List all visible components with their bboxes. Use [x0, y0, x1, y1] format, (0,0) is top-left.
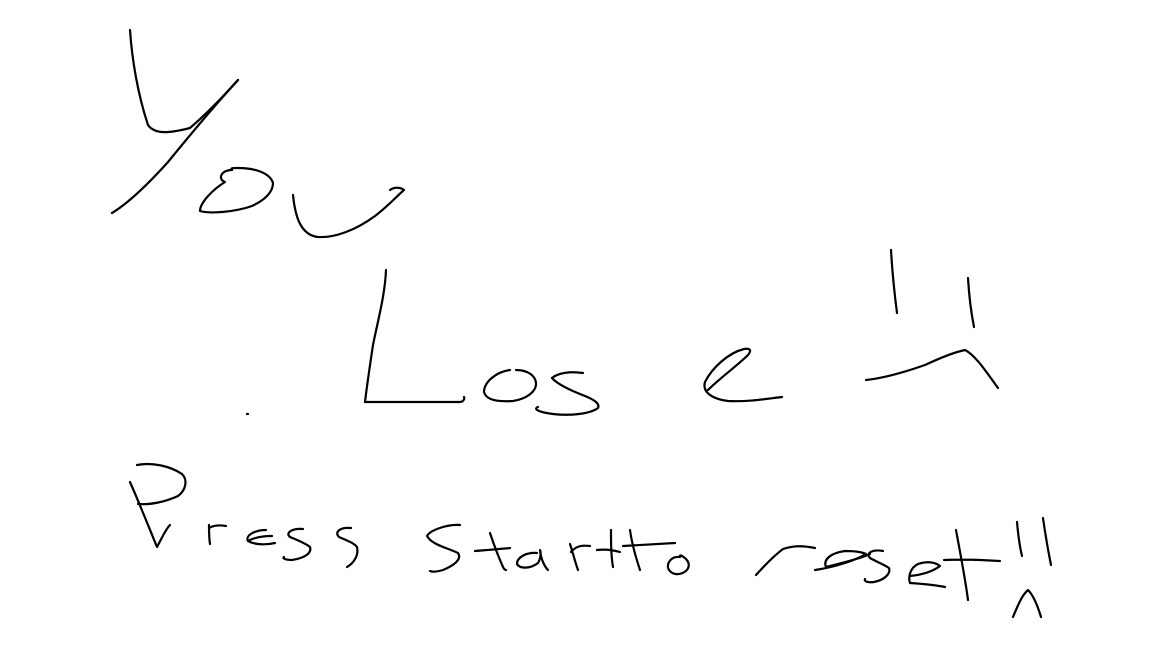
word-start [427, 525, 620, 572]
sad-face-drawing [866, 250, 998, 388]
word-lose [365, 270, 782, 415]
word-reset [756, 530, 1000, 600]
word-to [623, 530, 689, 574]
word-press [130, 464, 357, 567]
instruction-sad-face-drawing [1013, 518, 1051, 617]
word-you [112, 30, 404, 237]
